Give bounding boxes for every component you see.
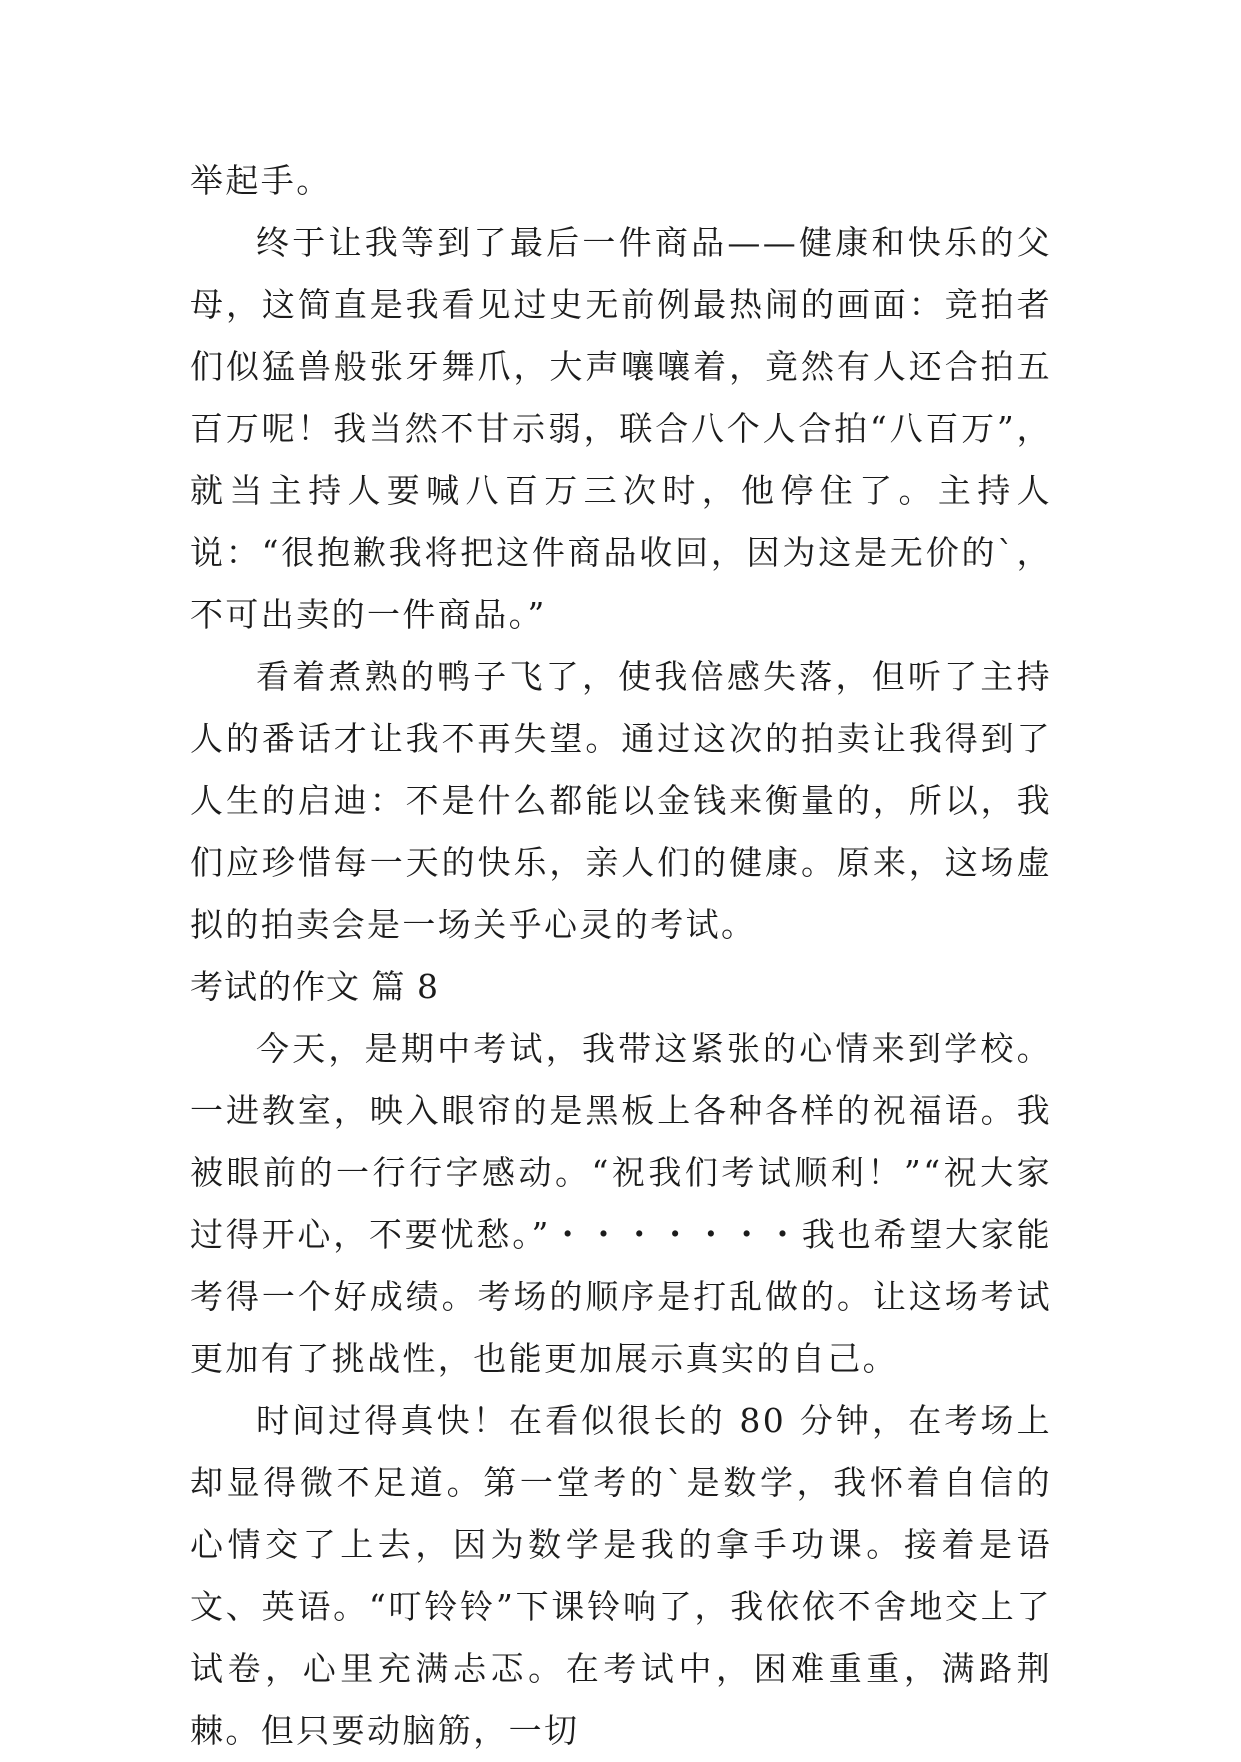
section-heading: 考试的作文 篇 8 bbox=[190, 967, 439, 1006]
document-body bbox=[190, 150, 1052, 1762]
paragraph-exam-day: 今天，是期中考试，我带这紧张的心情来到学校。一进教室，映入眼帘的是黑板上各种各样的祝福语。我被眼前的一行行字感动。“祝我们考试顺利！”“祝大家过得开心，不要忧愁。”・・・・・・・我也希望大家能考得一个好成绩。考场的顺序是打乱做的。让这场考试更加有了挑战性，也能更加展示真实的自己。 bbox=[190, 1029, 1052, 1378]
paragraph-exam-time: 时间过得真快！在看似很长的 80 分钟，在考场上却显得微不足道。第一堂考的`是数学，我怀着自信的心情交了上去，因为数学是我的拿手功课。接着是语文、英语。“叮铃铃”下课铃响了，我依依不舍地交上了试卷，心里充满忐忑。在考试中，困难重重，满路荆棘。但只要动脑筋，一切 bbox=[190, 1401, 1052, 1750]
paragraph-final-item: 终于让我等到了最后一件商品——健康和快乐的父母，这简直是我看见过史无前例最热闹的画面：竞拍者们似猛兽般张牙舞爪，大声嚷嚷着，竟然有人还合拍五百万呢！我当然不甘示弱，联合八个人合拍“八百万”，就当主持人要喊八百万三次时，他停住了。主持人说：“很抱歉我将把这件商品收回，因为这是无价的`，不可出卖的一件商品。” bbox=[190, 223, 1052, 634]
paragraph-continuation: 举起手。 bbox=[190, 161, 332, 200]
paragraph-reflection: 看着煮熟的鸭子飞了，使我倍感失落，但听了主持人的番话才让我不再失望。通过这次的拍卖让我得到了人生的启迪：不是什么都能以金钱来衡量的，所以，我们应珍惜每一天的快乐，亲人们的健康。原来，这场虚拟的拍卖会是一场关乎心灵的考试。 bbox=[190, 657, 1052, 944]
